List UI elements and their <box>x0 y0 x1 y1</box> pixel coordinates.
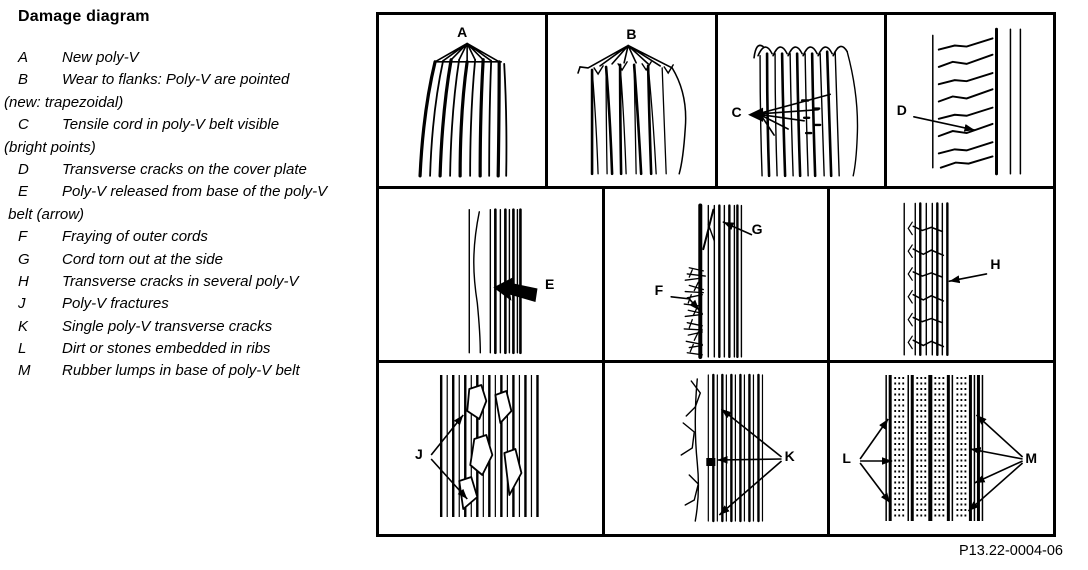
legend-row <box>4 316 376 338</box>
legend-row <box>4 114 376 136</box>
legend-text: belt (arrow) <box>4 205 85 223</box>
legend-key: B <box>18 71 29 89</box>
legend-key: K <box>18 317 29 335</box>
legend-key: G <box>18 250 30 268</box>
panel-lm <box>827 363 1053 534</box>
figure-number: P13.22-0004-06 <box>959 543 1063 559</box>
legend-key: D <box>18 160 29 178</box>
diagram-row-top <box>379 15 1053 186</box>
panel-b <box>545 15 714 186</box>
legend-key: H <box>18 272 29 290</box>
diagram-row-middle <box>379 186 1053 360</box>
legend-row <box>4 360 376 382</box>
legend-row <box>4 159 376 181</box>
panel-label-m: M <box>1025 450 1038 466</box>
panel-label-l: L <box>842 450 851 466</box>
belt-drawing-tensile-cord-visible <box>718 15 884 186</box>
legend-text: Poly-V fractures <box>62 295 169 313</box>
legend-text: New poly-V <box>62 49 139 66</box>
legend-row <box>4 293 376 315</box>
panel-label-a: A <box>457 24 468 40</box>
legend-text: Transverse cracks on the cover plate <box>62 160 307 178</box>
legend-row-continuation <box>4 204 376 226</box>
belt-drawing-transverse-cracks-several <box>830 189 1053 360</box>
legend-text: Fraying of outer cords <box>62 228 208 246</box>
legend-row <box>4 69 376 91</box>
legend-text: Single poly-V transverse cracks <box>62 317 273 335</box>
legend-text: Rubber lumps in base of poly-V belt <box>62 362 300 380</box>
legend-row <box>4 249 376 271</box>
panel-h <box>827 189 1053 360</box>
legend-text: (new: trapezoidal) <box>4 93 124 111</box>
legend-row <box>4 271 376 293</box>
panel-fg <box>602 189 828 360</box>
legend-text: Cord torn out at the side <box>62 250 223 268</box>
diagram-row-bottom <box>379 360 1053 534</box>
legend-row <box>4 338 376 360</box>
legend-key: L <box>18 340 27 358</box>
legend-text: (bright points) <box>4 138 96 156</box>
page-title: Damage diagram <box>18 8 150 25</box>
panel-e <box>379 189 602 360</box>
diagram-grid <box>376 12 1056 537</box>
legend-text: Dirt or stones embedded in ribs <box>62 340 271 358</box>
legend-text: Tensile cord in poly-V belt visible <box>62 116 280 134</box>
legend-row-continuation <box>4 137 376 159</box>
belt-drawing-fraying-and-torn-cord <box>605 189 828 360</box>
belt-drawing-dirt-and-rubber-lumps <box>830 363 1053 534</box>
panel-label-k: K <box>784 448 795 464</box>
panel-label-f: F <box>654 282 664 298</box>
belt-drawing-cover-plate-cracks <box>887 15 1053 186</box>
panel-j <box>379 363 602 534</box>
panel-label-b: B <box>626 26 637 42</box>
panel-d <box>884 15 1053 186</box>
legend-text: Transverse cracks in several poly-V <box>62 272 299 290</box>
legend-row-continuation <box>4 92 376 114</box>
panel-a <box>379 15 545 186</box>
legend-key: A <box>18 49 29 66</box>
legend-key: F <box>18 228 28 246</box>
panel-label-c: C <box>731 104 742 120</box>
panel-label-g: G <box>751 221 763 237</box>
panel-label-e: E <box>545 276 555 292</box>
belt-drawing-new-poly-v <box>379 15 545 186</box>
panel-label-h: H <box>990 256 1001 272</box>
legend-row <box>4 47 376 69</box>
panel-label-j: J <box>415 446 423 462</box>
legend-text: Poly-V released from base of the poly-V <box>62 183 328 201</box>
legend-row <box>4 181 376 203</box>
panel-c <box>715 15 884 186</box>
panel-k <box>602 363 828 534</box>
legend-key: J <box>18 295 26 313</box>
legend-key: C <box>18 116 29 134</box>
legend-key: M <box>18 362 31 380</box>
legend-text: Wear to flanks: Poly-V are pointed <box>62 71 290 89</box>
legend-key: E <box>18 183 29 201</box>
belt-drawing-poly-v-fractures <box>379 363 602 534</box>
belt-drawing-released-poly-v <box>379 189 602 360</box>
legend <box>4 47 376 383</box>
panel-label-d: D <box>896 102 907 118</box>
legend-row <box>4 226 376 248</box>
